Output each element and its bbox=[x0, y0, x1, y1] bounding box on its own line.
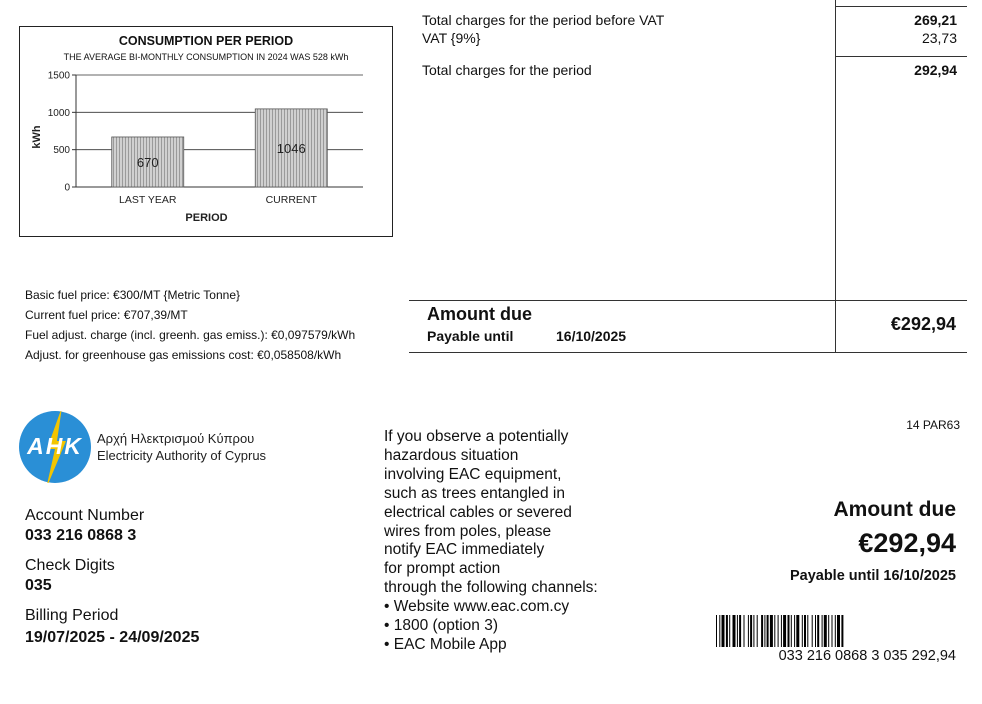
logo-name-english: Electricity Authority of Cyprus bbox=[97, 448, 267, 463]
x-axis-label: PERIOD bbox=[185, 212, 228, 224]
y-axis-label: kWh bbox=[31, 125, 43, 149]
table-rule bbox=[835, 6, 967, 7]
chart-plot bbox=[20, 27, 394, 238]
hazard-line: involving EAC equipment, bbox=[384, 465, 562, 483]
account-number-label: Account Number bbox=[25, 507, 145, 524]
table-rule bbox=[409, 300, 967, 301]
current-fuel-price: Current fuel price: €707,39/MT bbox=[25, 308, 188, 322]
payable-until-label: Payable until bbox=[427, 328, 514, 344]
consumption-chart bbox=[19, 26, 393, 237]
vat-label: VAT {9%} bbox=[422, 30, 481, 46]
logo-letters: AHK bbox=[27, 433, 83, 459]
table-rule bbox=[409, 352, 967, 353]
account-number-value: 033 216 0868 3 bbox=[25, 527, 137, 544]
x-tick-label: CURRENT bbox=[265, 194, 317, 206]
total-charges-label: Total charges for the period bbox=[422, 62, 592, 78]
bar-value-label: 1046 bbox=[276, 140, 306, 156]
logo-name-greek: Αρχή Ηλεκτρισμού Κύπρου bbox=[97, 431, 255, 446]
charges-before-vat-value: 269,21 bbox=[914, 12, 957, 28]
amount-due-value: €292,94 bbox=[890, 314, 956, 334]
barcode-number: 033 216 0868 3 035 292,94 bbox=[778, 648, 956, 664]
hazard-line: notify EAC immediately bbox=[384, 541, 545, 559]
hazard-line: • EAC Mobile App bbox=[384, 635, 507, 653]
x-tick-label: LAST YEAR bbox=[119, 194, 177, 206]
y-tick-label: 0 bbox=[64, 182, 70, 194]
hazard-line: through the following channels: bbox=[384, 579, 598, 597]
hazard-line: electrical cables or severed bbox=[384, 503, 572, 521]
hazard-line: • Website www.eac.com.cy bbox=[384, 598, 570, 616]
greenhouse-adjust: Adjust. for greenhouse gas emissions cost: €0,058508/kWh bbox=[25, 348, 342, 362]
slip-code: 14 PAR63 bbox=[906, 418, 960, 432]
chart-title: CONSUMPTION PER PERIOD bbox=[118, 34, 294, 48]
slip-amount-due-value: €292,94 bbox=[858, 528, 956, 558]
basic-fuel-price: Basic fuel price: €300/MT {Metric Tonne} bbox=[25, 288, 241, 302]
slip-amount-due-label: Amount due bbox=[833, 498, 956, 521]
amount-due-label: Amount due bbox=[427, 304, 532, 324]
hazard-notice bbox=[384, 428, 654, 655]
hazard-line: If you observe a potentially bbox=[384, 428, 569, 445]
barcode-icon bbox=[716, 615, 957, 647]
table-rule bbox=[835, 56, 967, 57]
check-digits-label: Check Digits bbox=[25, 557, 115, 574]
billing-period-value: 19/07/2025 - 24/09/2025 bbox=[25, 629, 200, 646]
hazard-line: wires from poles, please bbox=[384, 522, 552, 540]
chart-subtitle: THE AVERAGE BI-MONTHLY CONSUMPTION IN 2024 WAS 528 kWh bbox=[63, 52, 349, 62]
vat-value: 23,73 bbox=[921, 30, 957, 46]
hazard-line: for prompt action bbox=[384, 560, 501, 578]
charges-before-vat-label: Total charges for the period before VAT bbox=[422, 12, 665, 28]
hazard-line: hazardous situation bbox=[384, 446, 519, 464]
payable-until-date: 16/10/2025 bbox=[556, 328, 627, 344]
bar-value-label: 670 bbox=[136, 154, 159, 170]
hazard-line: such as trees entangled in bbox=[384, 484, 565, 502]
slip-payable-until: Payable until 16/10/2025 bbox=[789, 568, 956, 584]
total-charges-value: 292,94 bbox=[914, 62, 957, 78]
billing-period-label: Billing Period bbox=[25, 607, 119, 624]
fuel-adjust-charge: Fuel adjust. charge (incl. greenh. gas emiss.): €0,097579/kWh bbox=[25, 328, 356, 342]
eac-logo-icon bbox=[19, 411, 91, 483]
y-tick-label: 1000 bbox=[47, 107, 70, 119]
check-digits-value: 035 bbox=[25, 577, 52, 594]
hazard-line: • 1800 (option 3) bbox=[384, 617, 499, 635]
y-tick-label: 1500 bbox=[47, 70, 70, 82]
y-tick-label: 500 bbox=[53, 145, 70, 157]
